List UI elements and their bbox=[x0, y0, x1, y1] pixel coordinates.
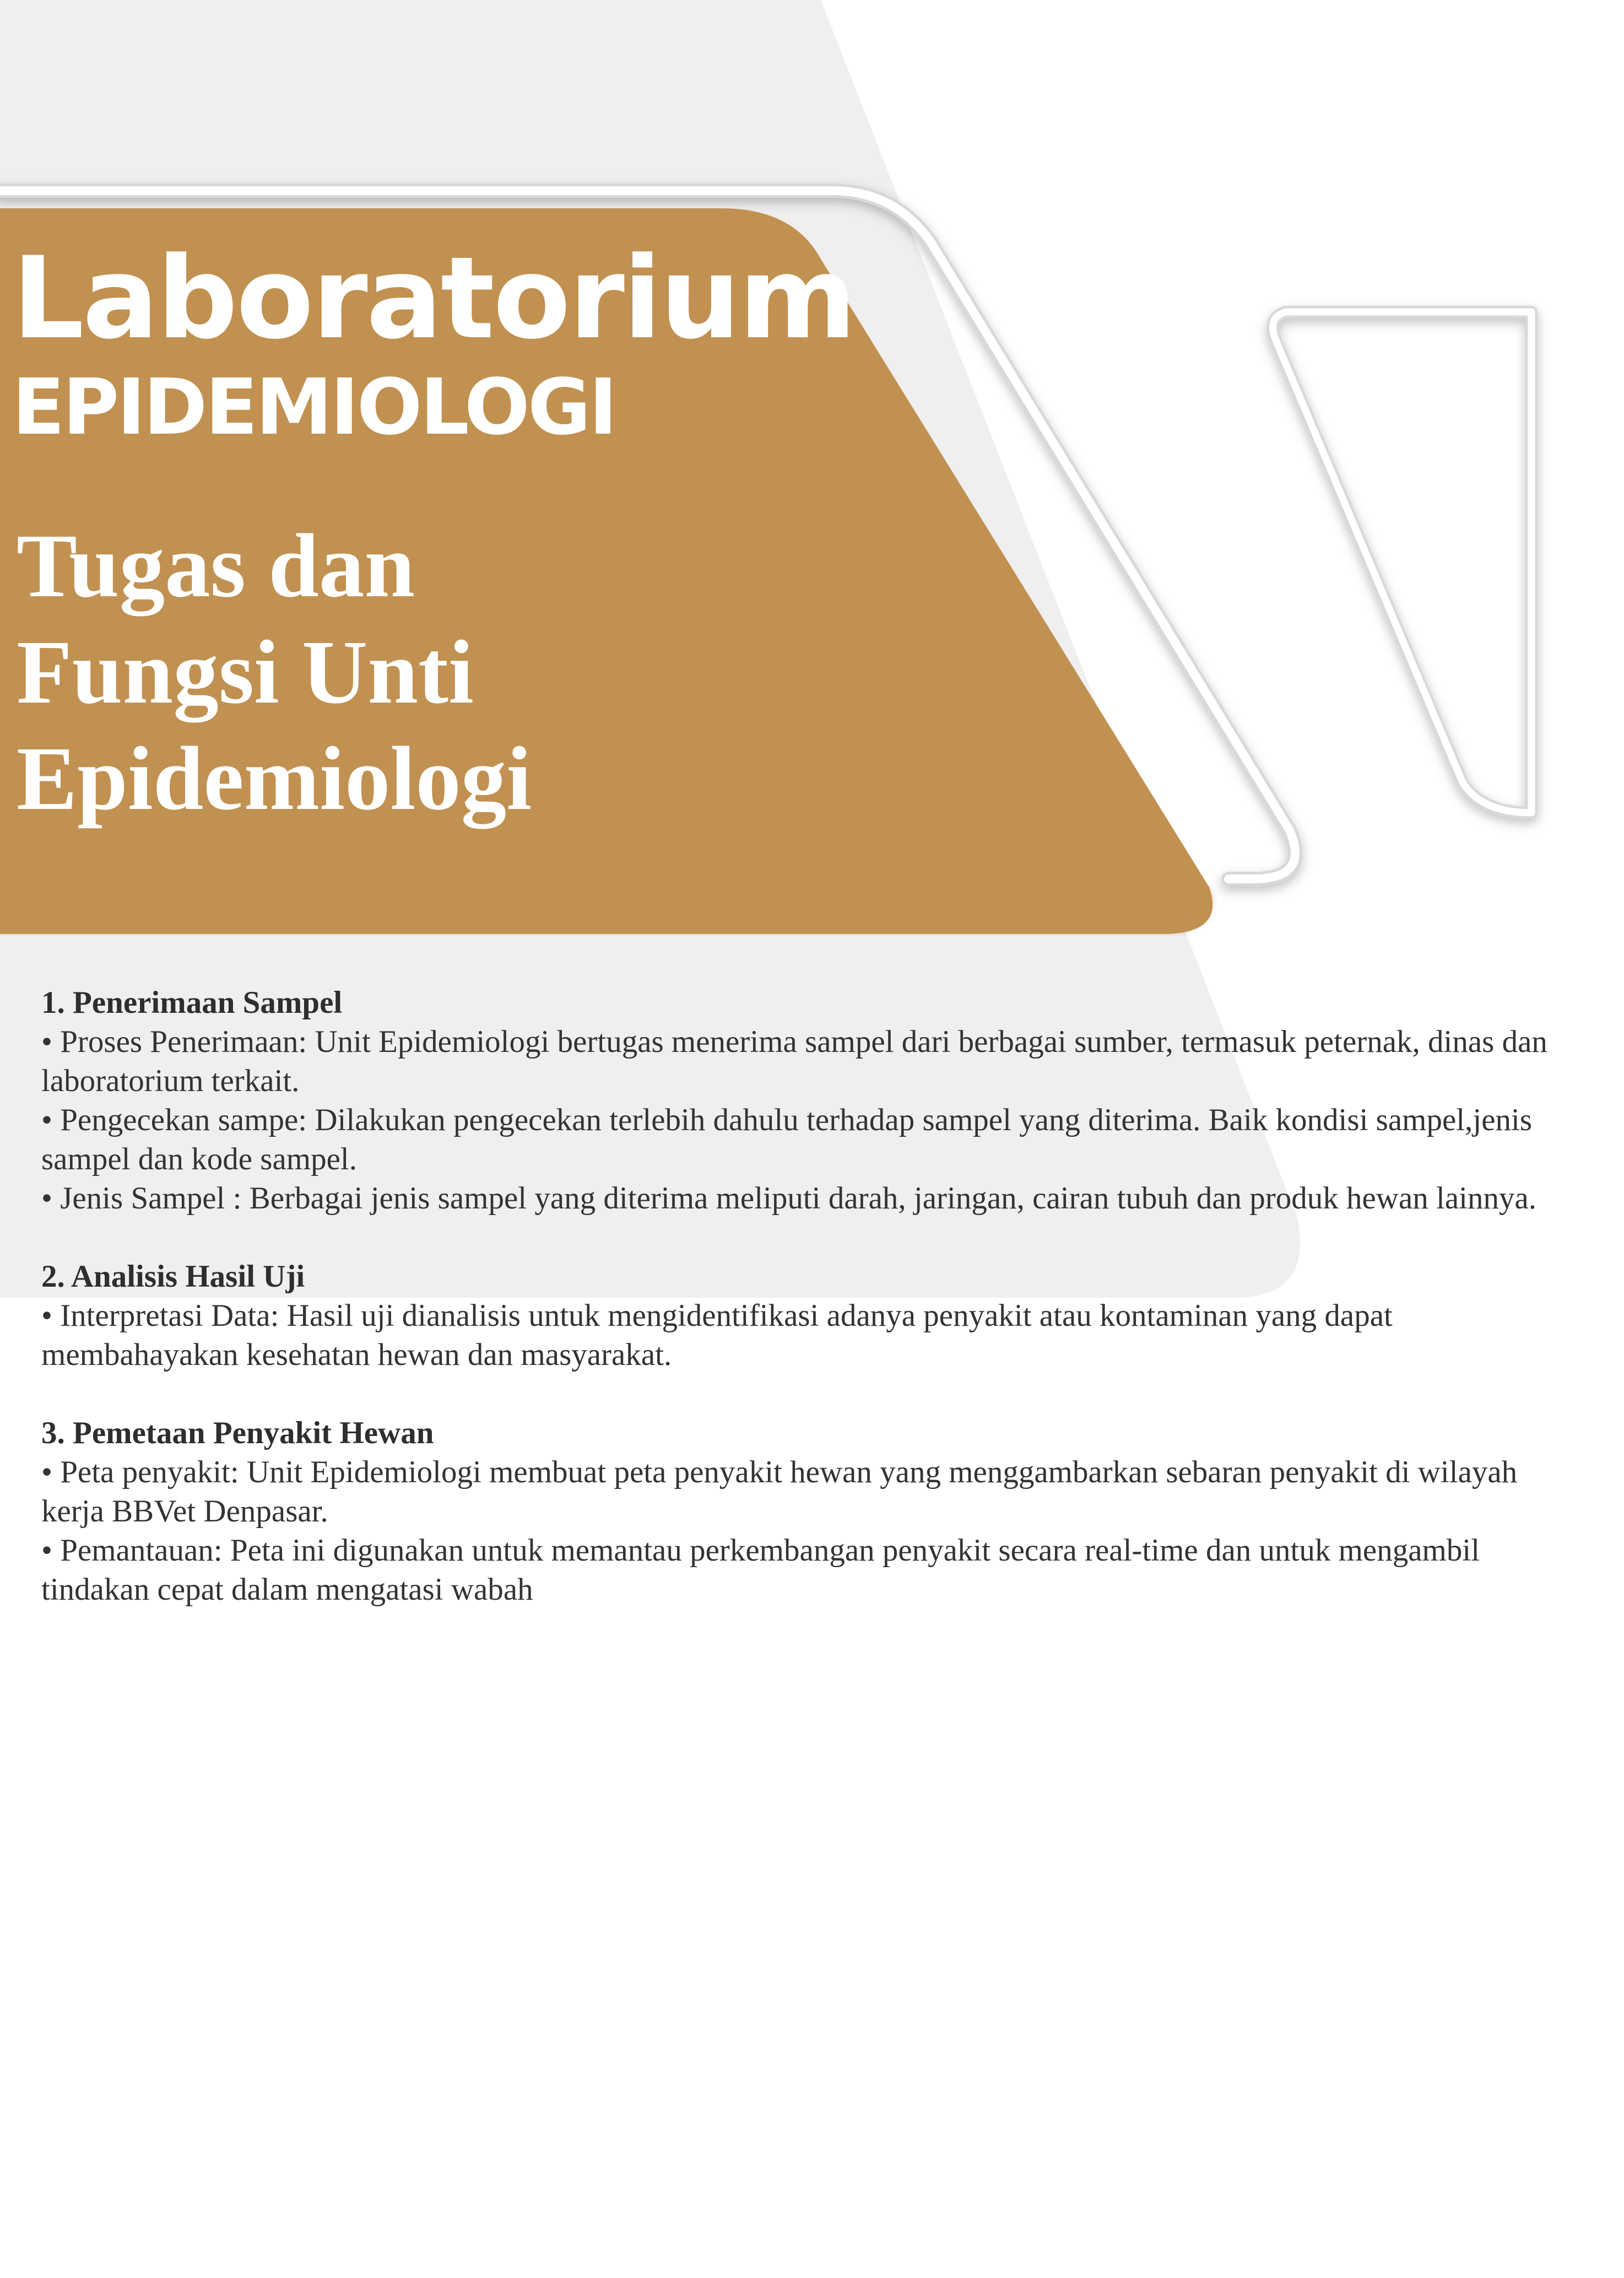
section-heading: 3. Pemetaan Penyakit Hewan bbox=[41, 1416, 434, 1450]
section-item: • Pemantauan: Peta ini digunakan untuk memantau perkembangan penyakit secara real-time dan untuk mengambil tindakan cepat dalam mengatasi wabah bbox=[41, 1533, 1480, 1607]
page-title-line: Tugas dan bbox=[17, 515, 415, 616]
section-pemetaan-penyakit bbox=[41, 1413, 1562, 1609]
section-item: • Proses Penerimaan: Unit Epidemiologi bertugas menerima sampel dari berbagai sumber, termasuk peternak, dinas dan laboratorium terkait. bbox=[41, 1024, 1547, 1098]
section-item: • Peta penyakit: Unit Epidemiologi membuat peta penyakit hewan yang menggambarkan sebaran penyakit di wilayah kerja BBVet Denpasar. bbox=[41, 1455, 1518, 1529]
page-title bbox=[17, 512, 532, 832]
right-frame-outline bbox=[1273, 312, 1532, 813]
lab-subtitle: EPIDEMIOLOGI bbox=[12, 363, 615, 452]
section-heading: 2. Analisis Hasil Uji bbox=[41, 1259, 305, 1294]
section-penerimaan-sampel bbox=[41, 983, 1562, 1218]
page-title-line: Fungsi Unti bbox=[17, 622, 474, 722]
lab-title: Laboratorium bbox=[12, 233, 855, 364]
page-title-line: Epidemiologi bbox=[17, 728, 532, 829]
section-item: • Interpretasi Data: Hasil uji dianalisis untuk mengidentifikasi adanya penyakit atau kontaminan yang dapat membahayakan kesehatan hewan dan masyarakat. bbox=[41, 1298, 1393, 1372]
content-body bbox=[41, 983, 1562, 1648]
section-heading: 1. Penerimaan Sampel bbox=[41, 985, 343, 1020]
section-item: • Jenis Sampel : Berbagai jenis sampel yang diterima meliputi darah, jaringan, cairan tubuh dan produk hewan lainnya. bbox=[41, 1181, 1537, 1216]
section-analisis-hasil-uji bbox=[41, 1257, 1562, 1374]
section-item: • Pengecekan sampe: Dilakukan pengecekan terlebih dahulu terhadap sampel yang diterima. Baik kondisi sampel,jenis sampel dan kode sampel. bbox=[41, 1103, 1533, 1176]
